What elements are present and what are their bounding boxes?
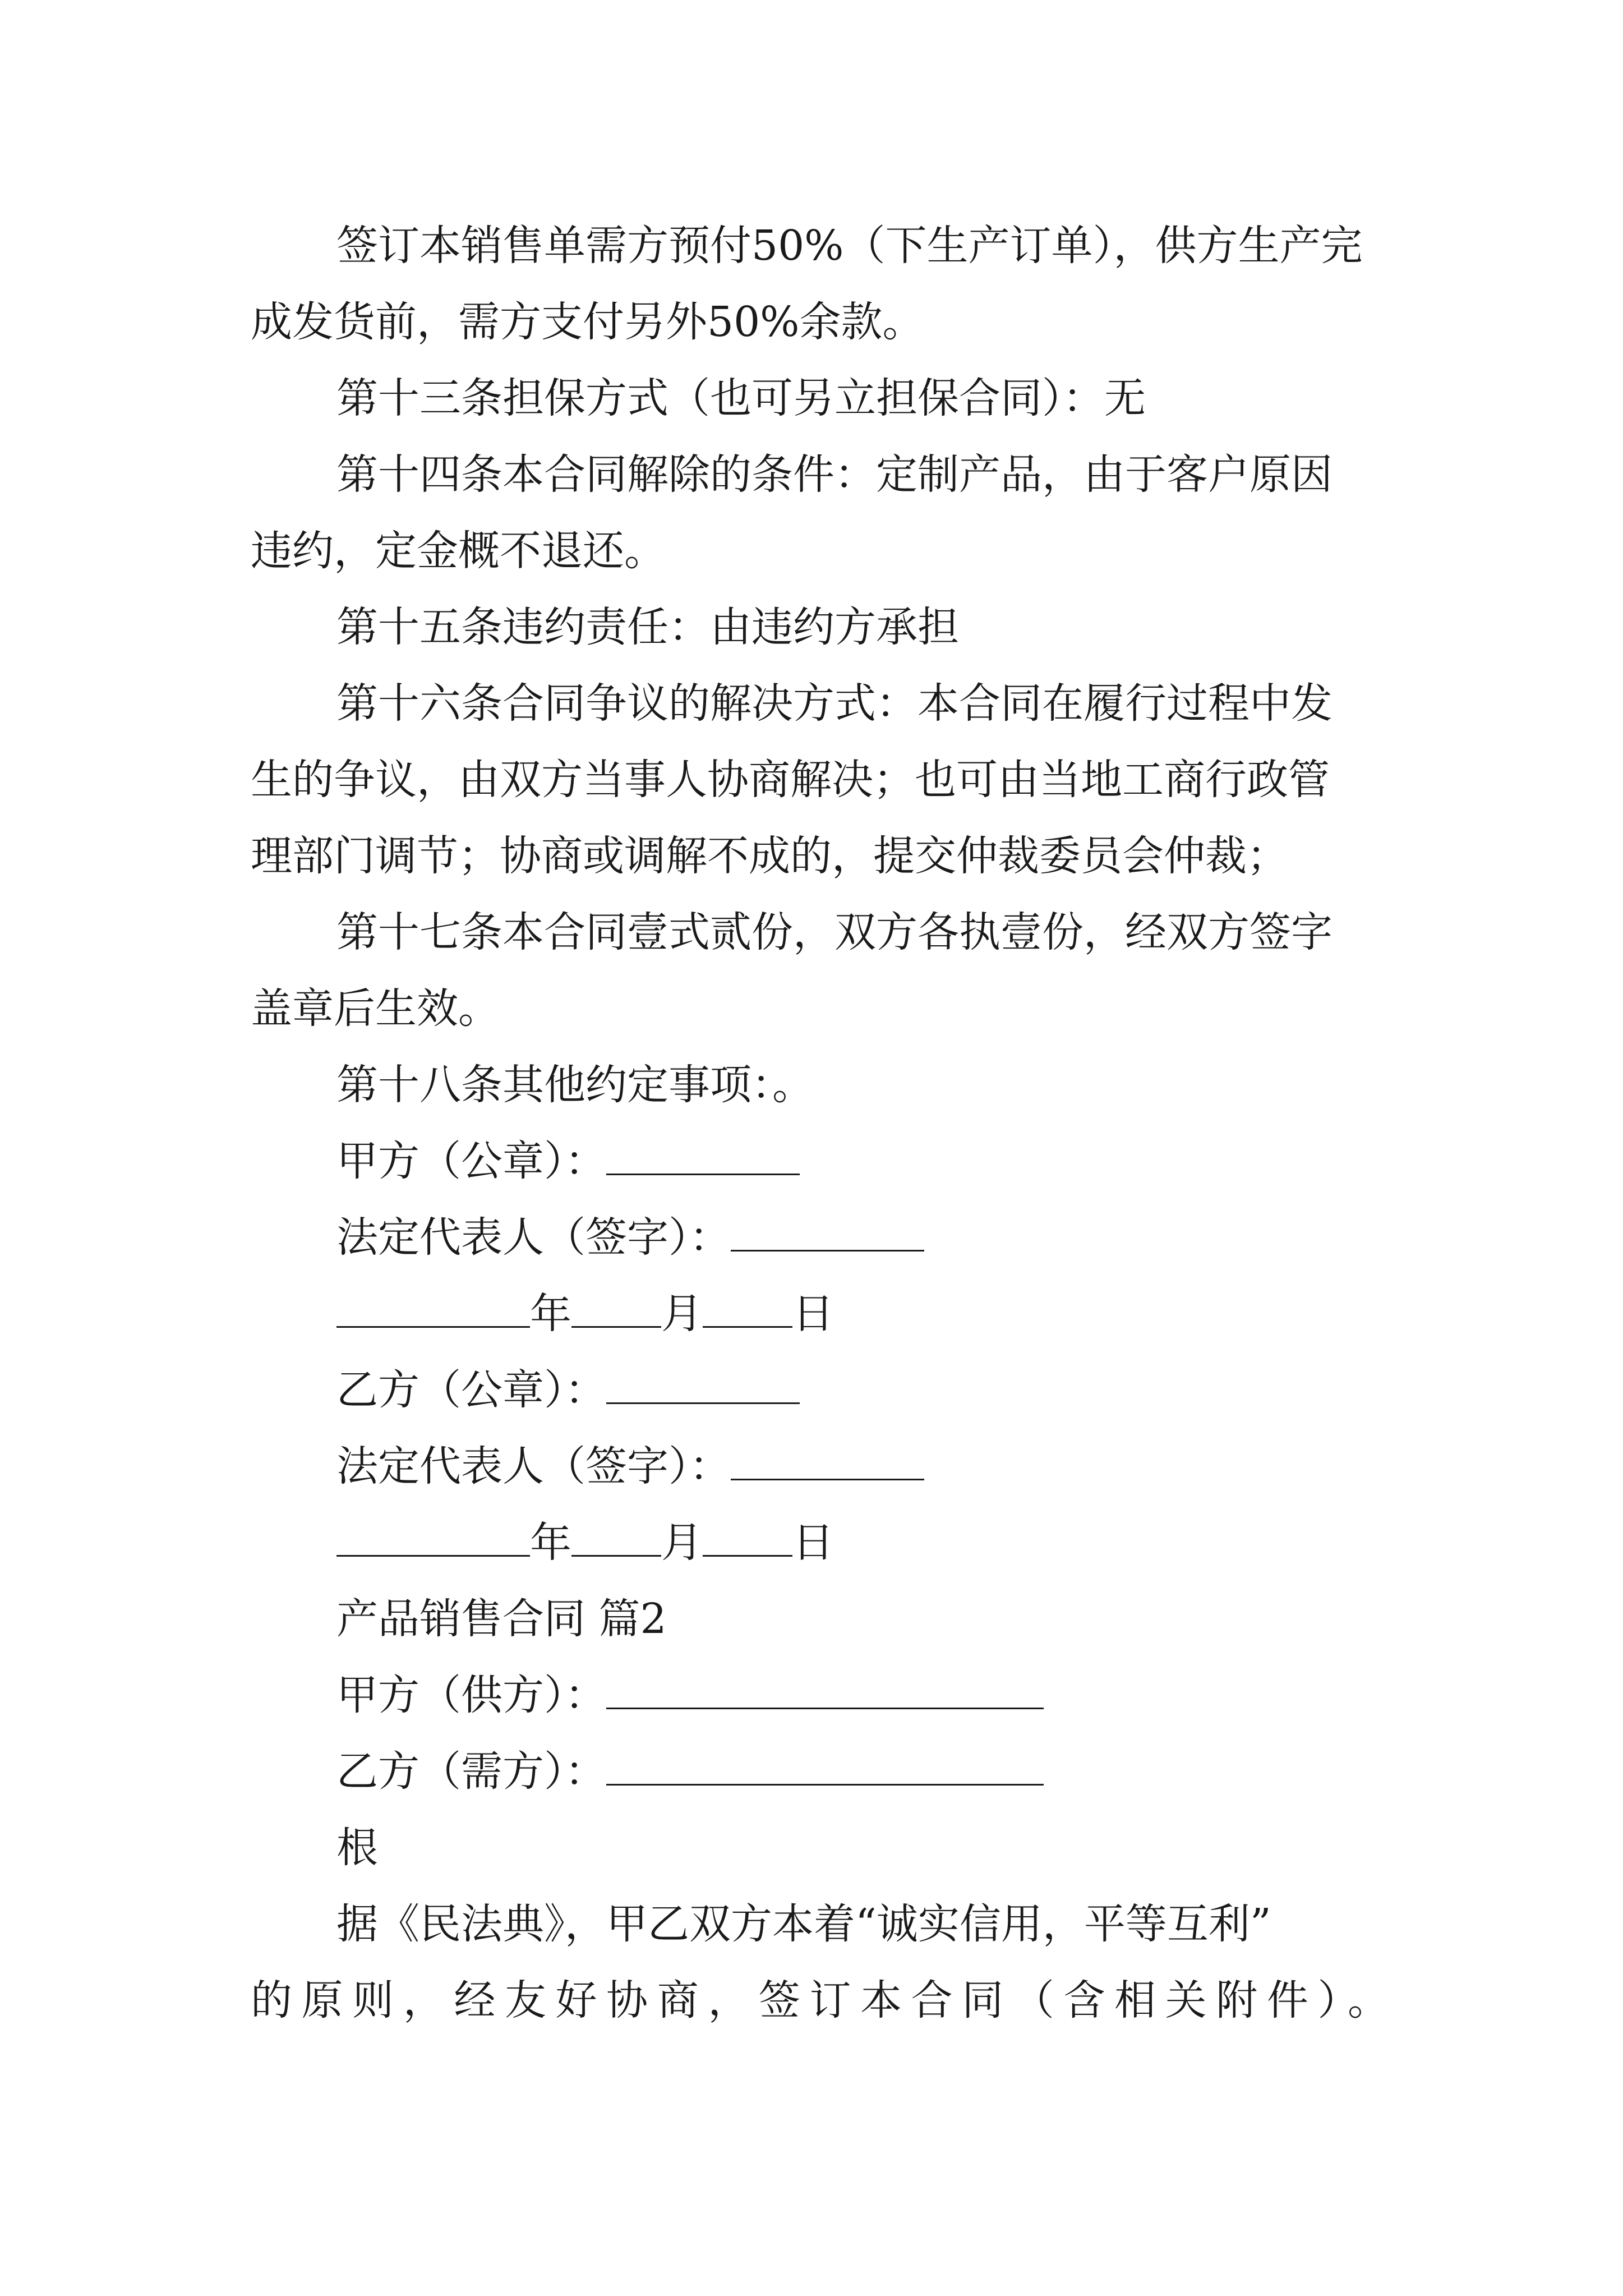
party-b-day-blank xyxy=(703,1516,792,1557)
party-b-rep-blank xyxy=(731,1439,924,1480)
clause-16-line-2: 生的争议，由双方当事人协商解决；也可由当地工商行政管 xyxy=(251,756,1330,804)
party-a-year-label: 年 xyxy=(530,1290,571,1338)
party-a-month-label: 月 xyxy=(661,1290,703,1338)
party-a-seal-label: 甲方（公章）： xyxy=(336,1137,606,1185)
party-a-year-blank xyxy=(336,1287,530,1328)
party-b-month-blank xyxy=(571,1516,661,1557)
clause-18: 第十八条其他约定事项：。 xyxy=(336,1061,814,1109)
clause-17-line-1: 第十七条本合同壹式贰份，双方各执壹份，经双方签字 xyxy=(336,908,1332,956)
clause-15: 第十五条违约责任：由违约方承担 xyxy=(336,603,959,651)
intro-fragment: 根 xyxy=(336,1824,378,1872)
party-b-rep-row xyxy=(336,1438,924,1494)
party-a-rep-blank xyxy=(731,1211,924,1251)
party-b-year-blank xyxy=(336,1516,530,1557)
party-a-month-blank xyxy=(571,1287,661,1328)
party-a-seal-row xyxy=(336,1133,800,1189)
section-heading-2: 产品销售合同 篇2 xyxy=(336,1595,667,1643)
intro-line-2: 的原则，经友好协商，签订本合同（含相关附件）。 xyxy=(251,1976,1389,2024)
clause-17-line-2: 盖章后生效。 xyxy=(251,984,500,1033)
buyer-row xyxy=(336,1743,1044,1800)
party-b-year-label: 年 xyxy=(530,1519,571,1567)
intro-line-1: 据《民法典》，甲乙双方本着“诚实信用，平等互利” xyxy=(336,1900,1271,1948)
clause-13: 第十三条担保方式（也可另立担保合同）：无 xyxy=(336,374,1146,422)
party-b-date-row xyxy=(336,1515,834,1571)
party-b-month-label: 月 xyxy=(661,1519,703,1567)
buyer-blank xyxy=(606,1745,1044,1786)
party-a-day-label: 日 xyxy=(792,1290,834,1338)
clause-14-line-1: 第十四条本合同解除的条件：定制产品，由于客户原因 xyxy=(336,450,1332,499)
party-b-seal-label: 乙方（公章）： xyxy=(336,1366,606,1414)
party-b-day-label: 日 xyxy=(792,1519,834,1567)
supplier-blank xyxy=(606,1668,1044,1709)
clause-payment-line-1: 签订本销售单需方预付50%（下生产订单），供方生产完 xyxy=(336,222,1363,270)
party-a-seal-blank xyxy=(606,1134,800,1175)
party-a-date-row xyxy=(336,1286,834,1342)
clause-14-line-2: 违约，定金概不退还。 xyxy=(251,527,666,575)
party-b-seal-row xyxy=(336,1362,800,1418)
supplier-label: 甲方（供方）： xyxy=(336,1671,606,1719)
party-b-rep-label: 法定代表人（签字）： xyxy=(336,1442,731,1490)
clause-16-line-1: 第十六条合同争议的解决方式：本合同在履行过程中发 xyxy=(336,679,1332,728)
clause-payment-line-2: 成发货前，需方支付另外50%余款。 xyxy=(251,298,924,346)
supplier-row xyxy=(336,1667,1044,1723)
party-b-seal-blank xyxy=(606,1363,800,1404)
buyer-label: 乙方（需方）： xyxy=(336,1747,606,1796)
party-a-rep-row xyxy=(336,1209,924,1266)
party-a-day-blank xyxy=(703,1287,792,1328)
clause-16-line-3: 理部门调节；协商或调解不成的，提交仲裁委员会仲裁； xyxy=(251,832,1288,880)
party-a-rep-label: 法定代表人（签字）： xyxy=(336,1213,731,1262)
